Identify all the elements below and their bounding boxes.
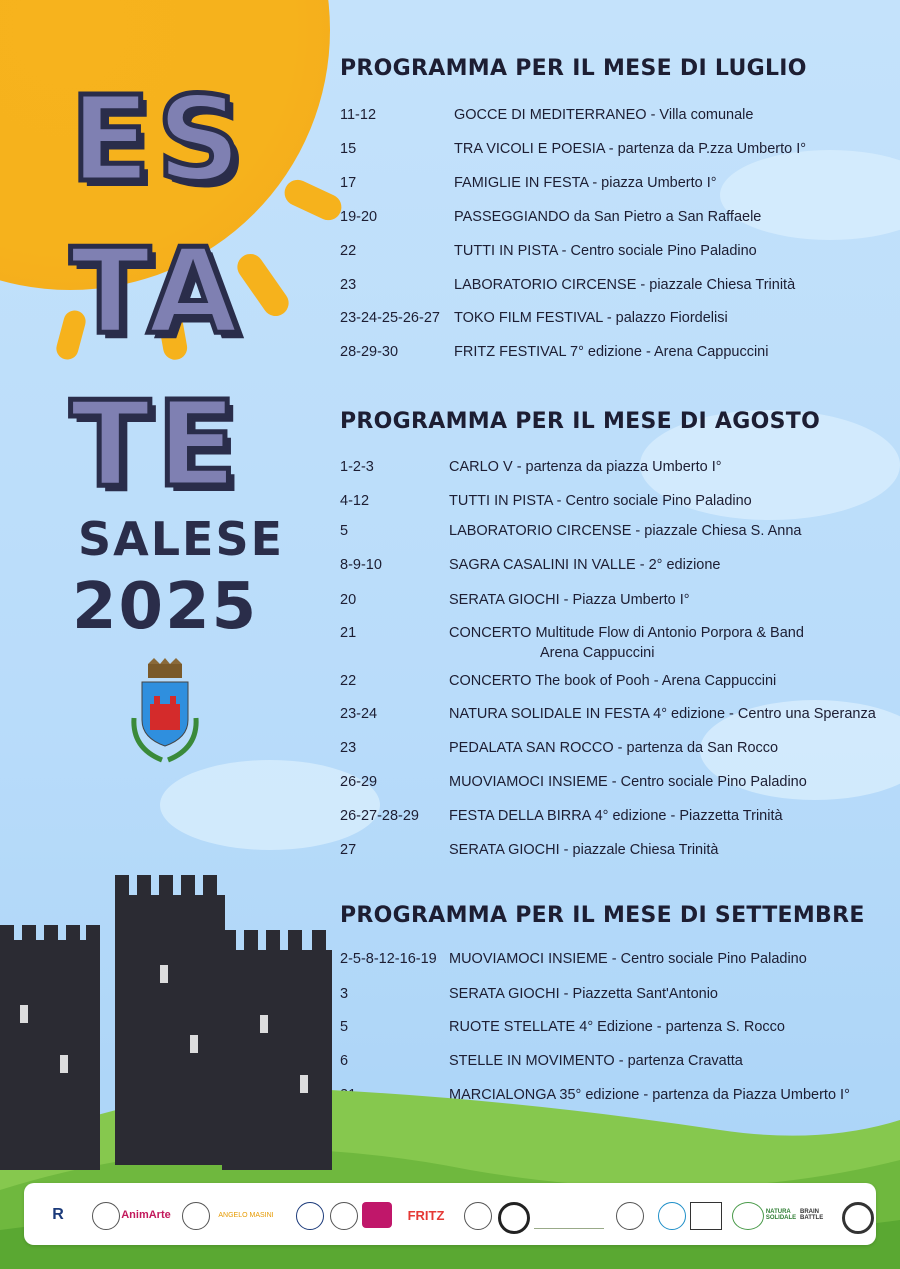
- castle-towers-graphic: [0, 855, 360, 1185]
- town-crest-icon: [126, 658, 204, 768]
- subtitle: SALESE: [78, 512, 285, 566]
- badge-logo-icon: [732, 1202, 764, 1230]
- sponsor-logo: AnimArte: [121, 1209, 171, 1221]
- heading-september: PROGRAMMA PER IL MESE DI SETTEMBRE: [340, 903, 865, 928]
- sponsor-logos-bar: [24, 1183, 876, 1245]
- year: 2025: [72, 570, 259, 644]
- title-line-3: TE: [70, 375, 244, 513]
- heading-july: PROGRAMMA PER IL MESE DI LUGLIO: [340, 56, 807, 81]
- title-line-1: ES: [70, 70, 248, 208]
- crest-logo-icon: [92, 1202, 120, 1230]
- badge-logo-icon: [842, 1202, 874, 1234]
- badge-logo-icon: [616, 1202, 644, 1230]
- sponsor-logo: NATURA SOLIDALE: [765, 1209, 797, 1221]
- sponsor-logo: FRITZ: [407, 1207, 445, 1223]
- shield-logo-icon: [296, 1202, 324, 1230]
- badge-logo-icon: [330, 1202, 358, 1230]
- heading-august: PROGRAMMA PER IL MESE DI AGOSTO: [340, 409, 821, 434]
- sponsor-logo: ANGELO MASINI: [218, 1211, 274, 1219]
- badge-logo-icon: [658, 1202, 686, 1230]
- dance-logo-icon: [690, 1202, 722, 1230]
- toko-logo-icon: [362, 1202, 392, 1228]
- title-line-2: TA: [70, 222, 245, 360]
- badge-logo-icon: [498, 1202, 530, 1234]
- sponsor-logo: R: [52, 1206, 64, 1223]
- sponsor-logo: BRAIN BATTLE: [800, 1209, 824, 1221]
- crest-logo-icon: [182, 1202, 210, 1230]
- gocce-logo-icon: [534, 1202, 604, 1229]
- badge-logo-icon: [464, 1202, 492, 1230]
